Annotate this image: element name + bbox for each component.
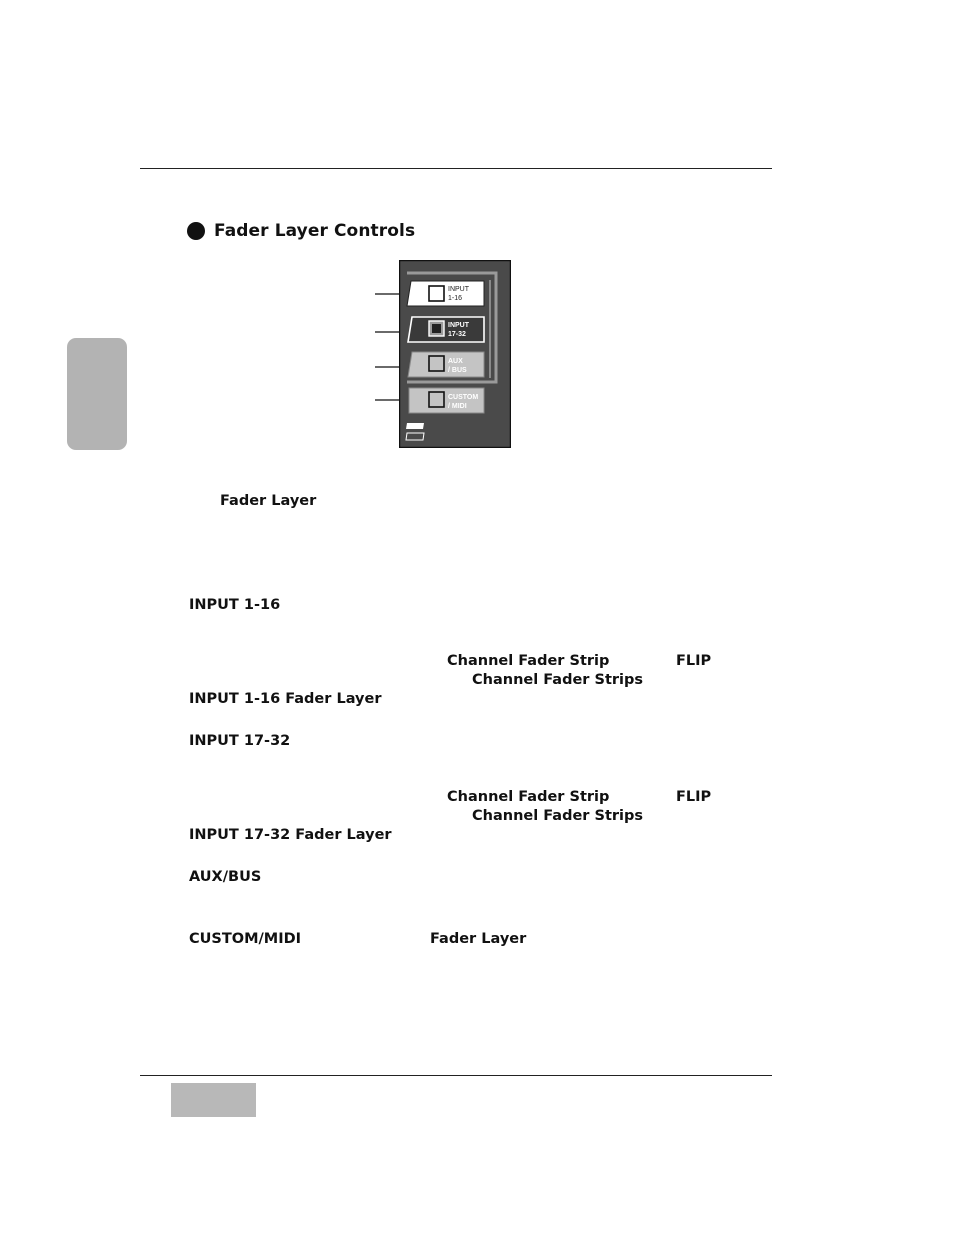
section-title: Fader Layer Controls [214, 221, 416, 241]
input-1-16-layer: INPUT 1-16 Fader Layer [189, 691, 382, 707]
button-label-line2: 1-16 [448, 295, 463, 302]
button-label-line1: AUX [448, 358, 463, 365]
button-label-line2: / BUS [448, 367, 467, 374]
led-lit [432, 324, 441, 333]
input-17-32-strips: Channel Fader Strips [472, 808, 644, 824]
intro-term: Fader Layer [220, 493, 317, 509]
input-1-16-flip: FLIP [676, 653, 712, 669]
input-1-16-term: INPUT 1-16 [189, 597, 281, 613]
header-rule [140, 168, 772, 169]
button-label-line2: 17-32 [448, 331, 466, 338]
input-17-32-flip: FLIP [676, 789, 712, 805]
button-label-line1: CUSTOM [448, 394, 479, 401]
footer-rule [140, 1075, 772, 1076]
fader-layer-panel [399, 260, 511, 448]
input-17-32-button[interactable] [408, 317, 484, 342]
aux-bus-button[interactable] [408, 352, 484, 377]
input-17-32-strip: Channel Fader Strip [447, 789, 610, 805]
button-label-line1: INPUT [448, 322, 469, 329]
custom-midi-term: CUSTOM/MIDI [189, 931, 302, 947]
page-number-box [171, 1083, 256, 1117]
button-label-line2: / MIDI [448, 403, 467, 410]
chapter-tab [67, 338, 127, 450]
input-1-16-strips: Channel Fader Strips [472, 672, 644, 688]
input-17-32-term: INPUT 17-32 [189, 733, 291, 749]
legend-filled-icon [406, 423, 424, 429]
input-1-16-button[interactable] [407, 281, 484, 306]
aux-bus-term: AUX/BUS [189, 869, 262, 885]
button-label-line1: INPUT [448, 286, 469, 293]
input-1-16-strip: Channel Fader Strip [447, 653, 610, 669]
bullet-icon [187, 222, 205, 240]
input-17-32-layer: INPUT 17-32 Fader Layer [189, 827, 392, 843]
custom-midi-button[interactable] [409, 388, 484, 413]
custom-midi-layer: Fader Layer [430, 931, 527, 947]
section-heading [187, 221, 415, 241]
